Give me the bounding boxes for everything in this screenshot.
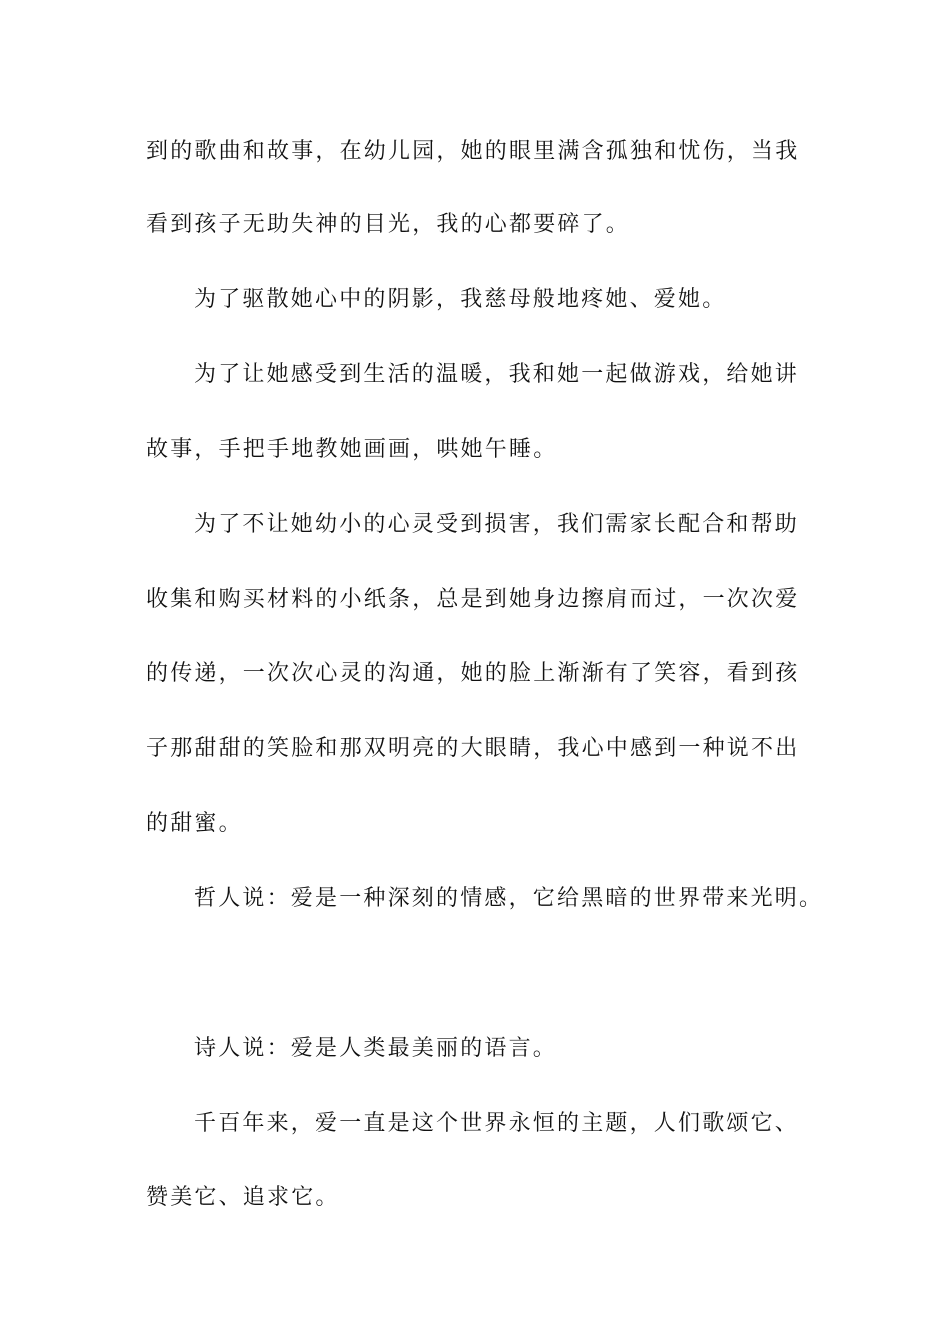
paragraph-line: 诗人说：爱是人类最美丽的语言。 [194, 1036, 558, 1061]
paragraph-line: 为了不让她幼小的心灵受到损害，我们需家长配合和帮助 [194, 512, 800, 537]
text-line: 的传递，一次次心灵的沟通，她的脸上渐渐有了笑容，看到孩 [146, 661, 800, 686]
text-line: 到的歌曲和故事，在幼儿园，她的眼里满含孤独和忧伤，当我 [146, 139, 800, 164]
text-line: 子那甜甜的笑脸和那双明亮的大眼睛，我心中感到一种说不出 [146, 736, 800, 761]
paragraph-line: 为了驱散她心中的阴影，我慈母般地疼她、爱她。 [194, 287, 727, 312]
paragraph-line: 千百年来，爱一直是这个世界永恒的主题，人们歌颂它、 [194, 1111, 800, 1136]
paragraph-line: 为了让她感受到生活的温暖，我和她一起做游戏，给她讲 [194, 362, 800, 387]
paragraph-line: 哲人说：爱是一种深刻的情感，它给黑暗的世界带来光明。 [194, 886, 824, 911]
text-line: 故事，手把手地教她画画，哄她午睡。 [146, 437, 558, 462]
text-line: 赞美它、追求它。 [146, 1185, 340, 1210]
text-line: 收集和购买材料的小纸条，总是到她身边擦肩而过，一次次爱 [146, 587, 800, 612]
text-line: 看到孩子无助失神的目光，我的心都要碎了。 [146, 212, 631, 237]
text-line: 的甜蜜。 [146, 811, 243, 836]
